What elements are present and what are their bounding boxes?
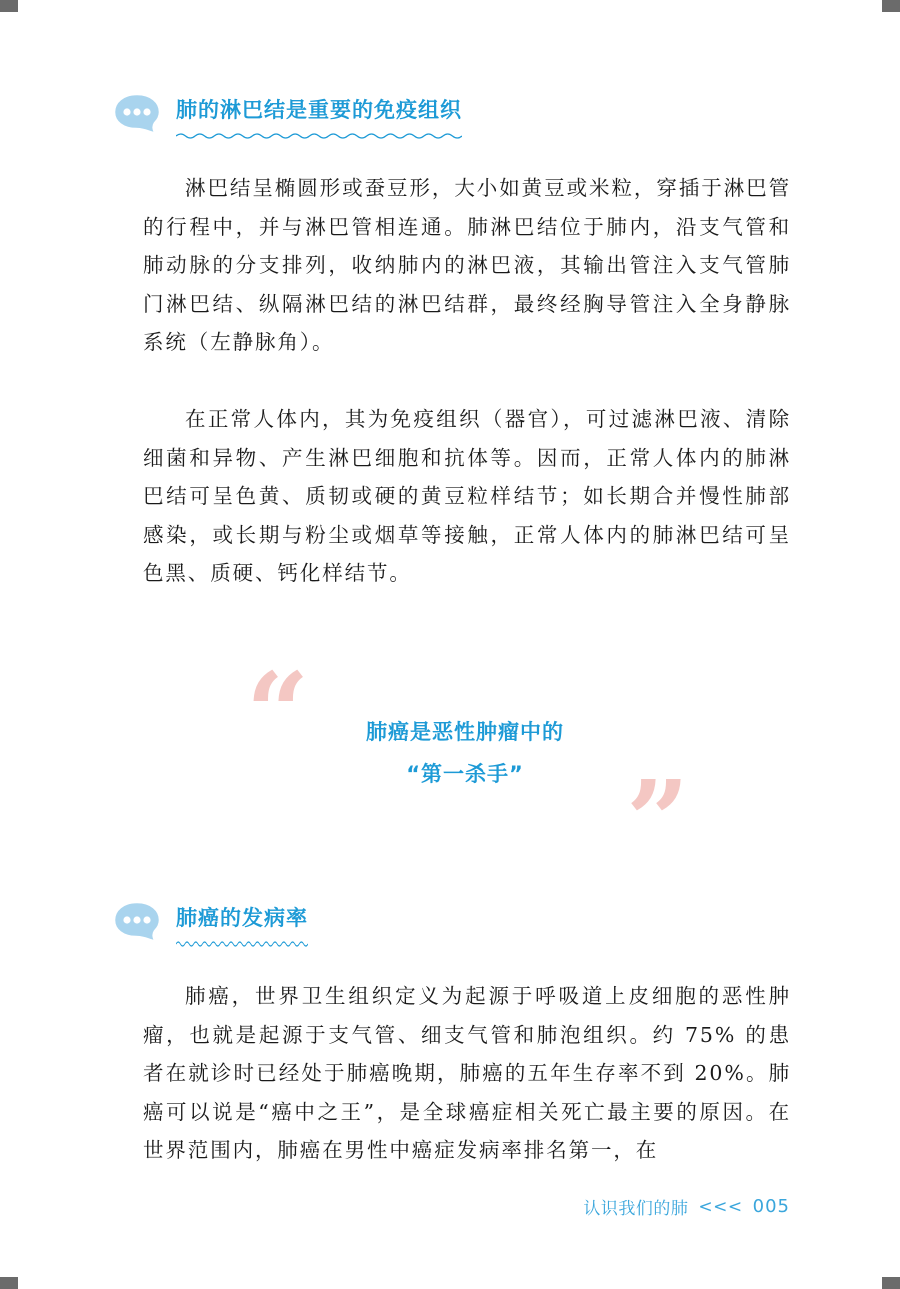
crop-mark-top-right [882,0,900,12]
chapter-title: 认识我们的肺 [583,1199,689,1219]
paragraph: 肺癌，世界卫生组织定义为起源于呼吸道上皮细胞的恶性肿瘤，也就是起源于支气管、细支气管和肺泡组织。约 75% 的患者在就诊时已经处于肺癌晚期，肺癌的五年生存率不到 20%。肺癌可以说是“癌中之王”，是全球癌症相关死亡最主要的原因。在世界范围内，肺癌在男性中癌症发病率排名第一，在 [143,984,791,1162]
page-footer [583,1194,790,1219]
speech-bubble-icon [112,899,162,943]
section-title-text: 肺的淋巴结是重要的免疫组织 [176,98,462,122]
section-heading-1 [112,88,462,138]
title-underline-wave [176,940,308,948]
paragraph: 淋巴结呈椭圆形或蚕豆形，大小如黄豆或米粒，穿插于淋巴管的行程中，并与淋巴管相连通。肺淋巴结位于肺内，沿支气管和肺动脉的分支排列，收纳肺内的淋巴液，其输出管注入支气管肺门淋巴结、纵隔淋巴结的淋巴结群，最终经胸导管注入全身静脉系统（左静脉角）。 [143,176,791,354]
pull-quote-line-1: 肺癌是恶性肿瘤中的 [366,720,564,744]
section-heading-2 [112,896,308,946]
section-title [176,94,462,132]
page-number: 005 [752,1196,790,1217]
section-title-text: 肺癌的发病率 [176,906,308,930]
pull-quote-line-2: “第一杀手” [406,762,524,786]
crop-mark-top-left [0,0,18,12]
footer-arrows: <<< [698,1196,743,1217]
speech-bubble-icon [112,91,162,135]
crop-mark-bottom-left [0,1277,18,1289]
close-quote-icon: ” [626,756,690,885]
section-title [176,902,308,940]
paragraph: 在正常人体内，其为免疫组织（器官），可过滤淋巴液、清除细菌和异物、产生淋巴细胞和抗体等。因而，正常人体内的肺淋巴结可呈色黄、质韧或硬的黄豆粒样结节；如长期合并慢性肺部感染，或长期与粉尘或烟草等接触，正常人体内的肺淋巴结可呈色黑、质硬、钙化样结节。 [143,407,791,585]
open-quote-icon: “ [246,648,310,777]
crop-mark-bottom-right [882,1277,900,1289]
title-underline-wave [176,132,462,140]
pull-quote [0,648,900,885]
